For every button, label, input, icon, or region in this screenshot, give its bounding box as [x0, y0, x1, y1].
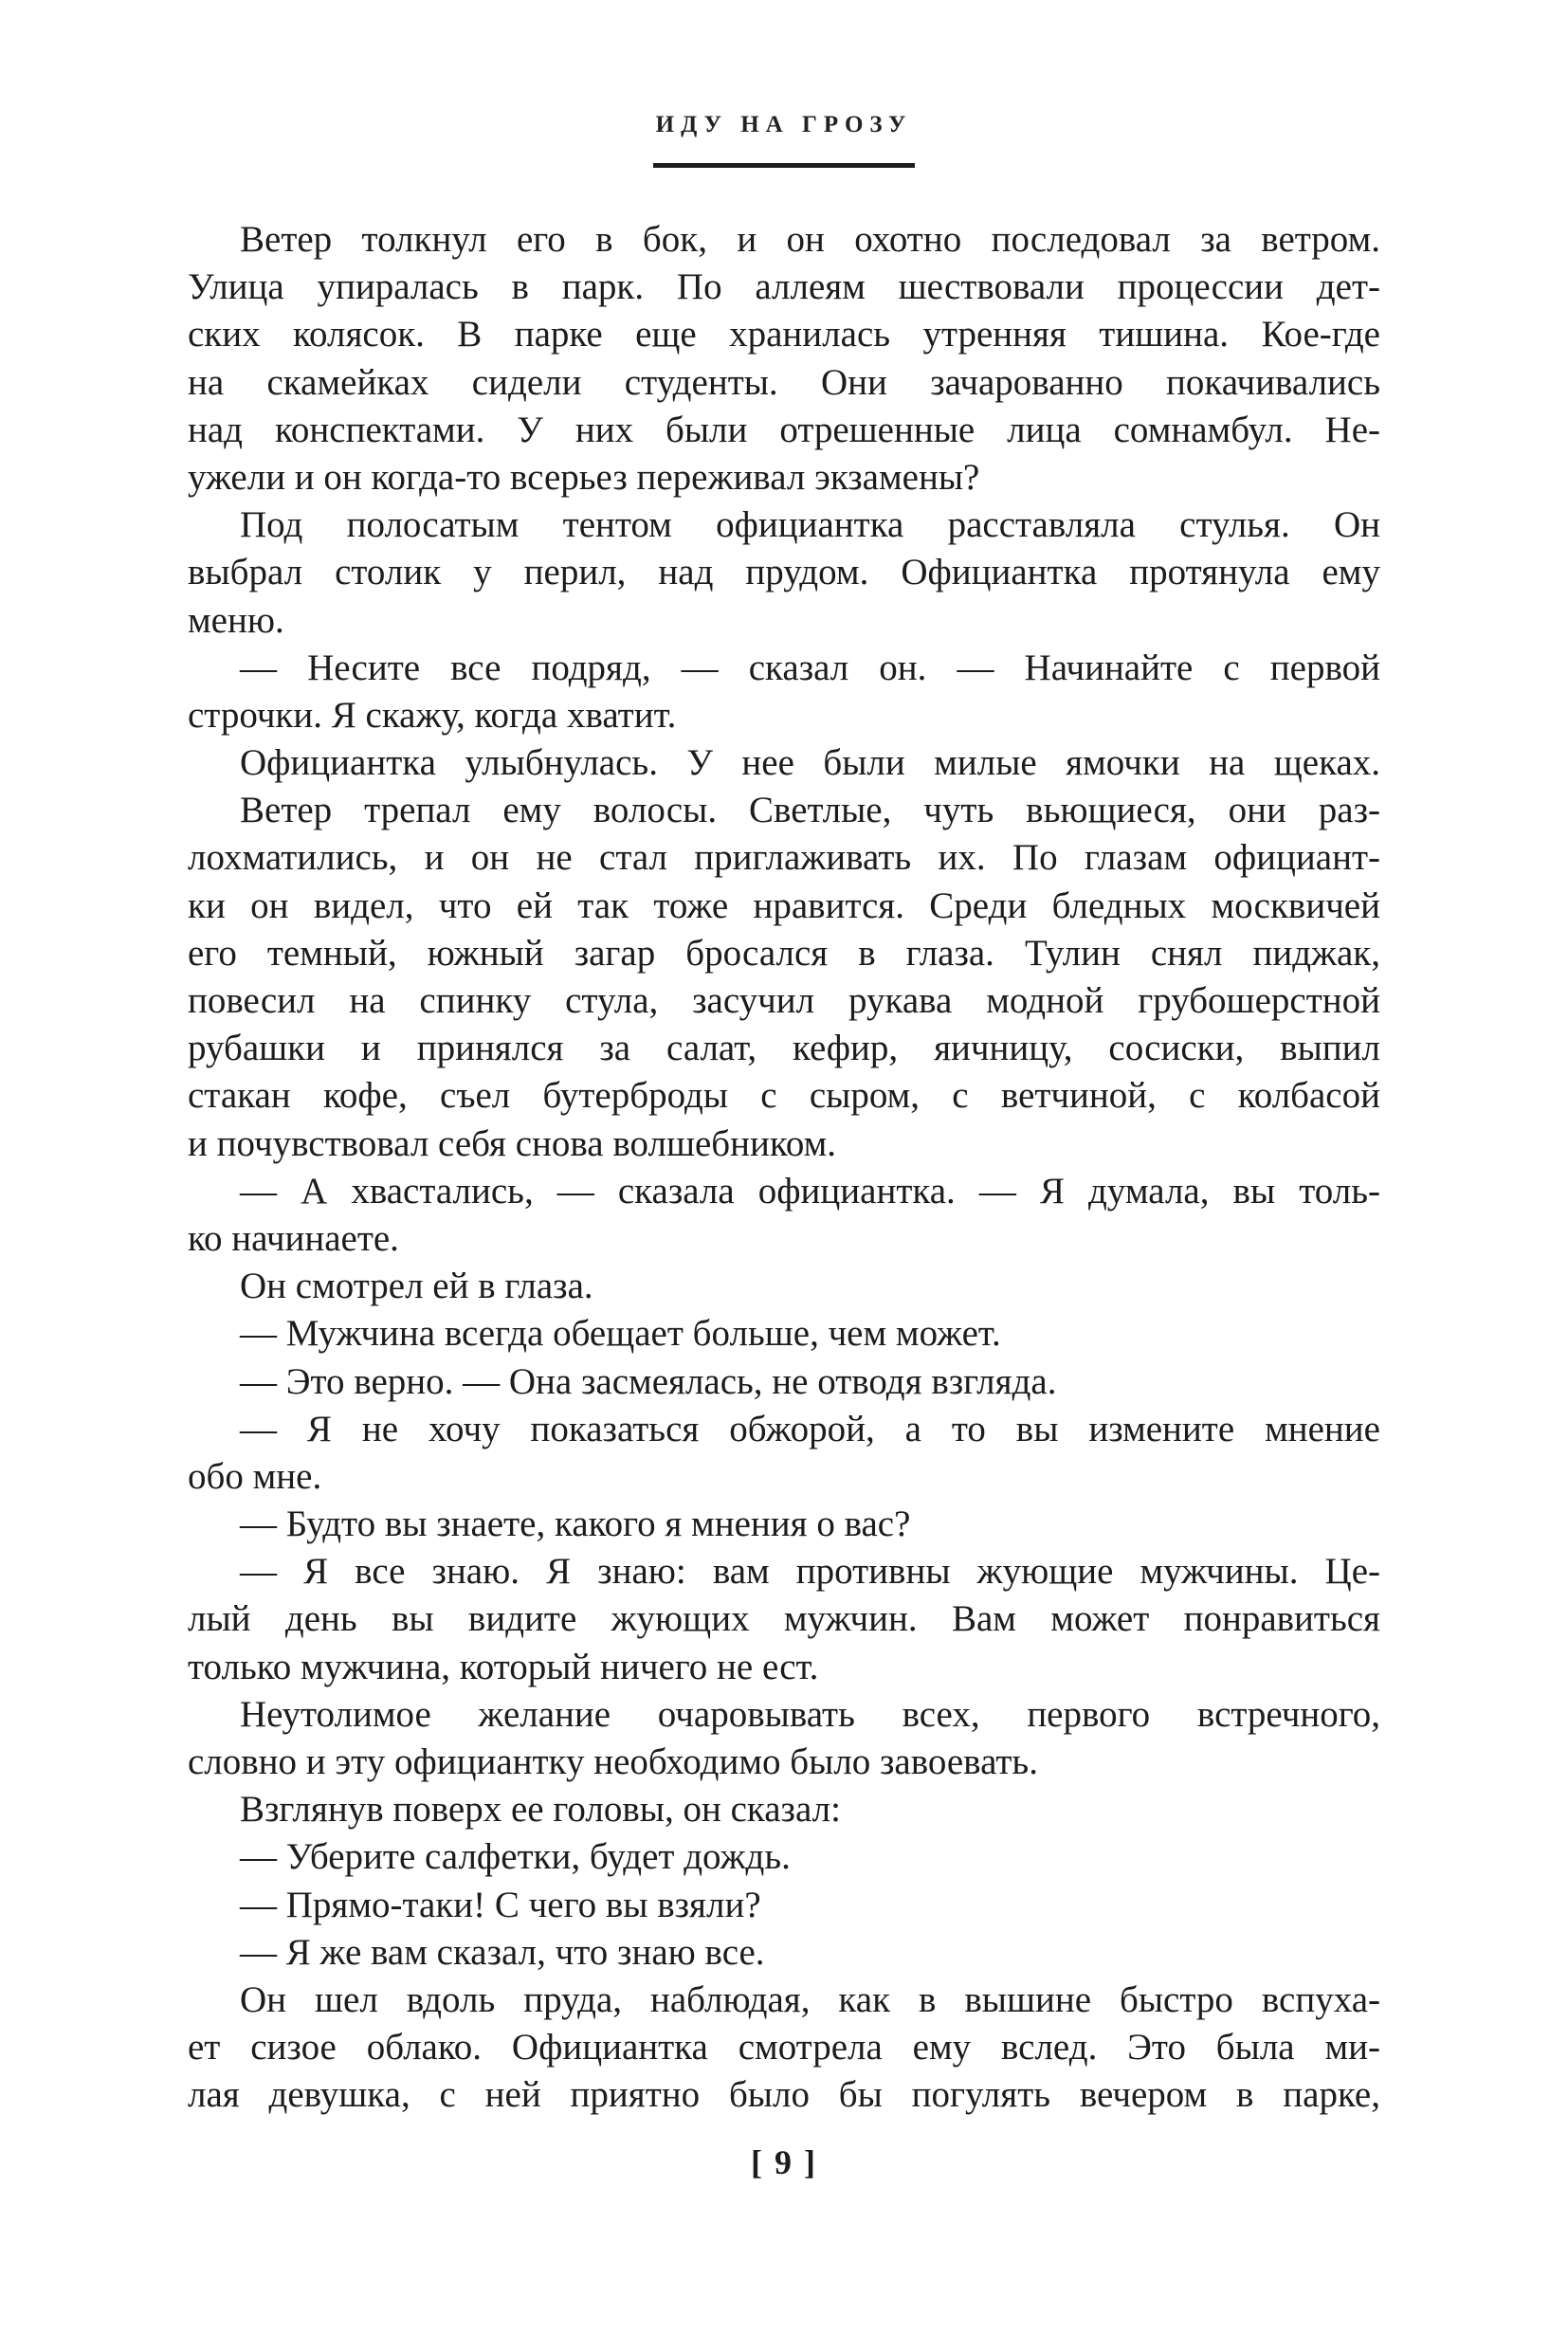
- text-line: ских колясок. В парке еще хранилась утренняя тишина. Кое-где: [188, 314, 1380, 355]
- text-line: Взглянув поверх ее головы, он сказал:: [240, 1789, 841, 1831]
- text-line: повесил на спинку стула, засучил рукава модной грубошерстной: [188, 980, 1380, 1021]
- text-line: Под полосатым тентом официантка расставляла стулья. Он: [240, 504, 1380, 546]
- text-line: ко начинаете.: [188, 1217, 399, 1259]
- running-head: ИДУ НА ГРОЗУ: [655, 112, 913, 137]
- text-line: Он смотрел ей в глаза.: [240, 1266, 593, 1307]
- head-rule: [653, 163, 915, 168]
- text-line: обо мне.: [188, 1455, 322, 1497]
- text-line: рубашки и принялся за салат, кефир, яичницу, сосиски, выпил: [188, 1028, 1380, 1069]
- text-line: словно и эту официантку необходимо было завоевать.: [188, 1741, 1038, 1782]
- text-line: — Я не хочу показаться обжорой, а то вы измените мнение: [240, 1408, 1380, 1449]
- text-line: — Будто вы знаете, какого я мнения о вас?: [240, 1504, 911, 1545]
- text-line: выбрал столик у перил, над прудом. Официантка протянула ему: [188, 552, 1380, 593]
- text-line: ет сизое облако. Официантка смотрела ему вслед. Это была ми-: [188, 2027, 1380, 2069]
- text-line: ки он видел, что ей так тоже нравится. Среди бледных москвичей: [188, 884, 1380, 926]
- text-line: Ветер трепал ему волосы. Светлые, чуть вьющиеся, они раз-: [240, 790, 1380, 831]
- text-line: стакан кофе, съел бутерброды с сыром, с ветчиной, с колбасой: [188, 1075, 1380, 1117]
- text-line: Улица упиралась в парк. По аллеям шествовали процессии дет-: [188, 266, 1380, 308]
- text-line: — Мужчина всегда обещает больше, чем может.: [240, 1313, 1001, 1355]
- page-number: [ 9 ]: [751, 2143, 817, 2181]
- text-line: лый день вы видите жующих мужчин. Вам может понравиться: [188, 1598, 1380, 1640]
- text-line: — Уберите салфетки, будет дождь.: [240, 1836, 791, 1878]
- body-text: [188, 216, 1380, 2120]
- text-line: меню.: [188, 599, 284, 641]
- text-line: строчки. Я скажу, когда хватит.: [188, 694, 677, 736]
- text-line: Официантка улыбнулась. У нее были милые ямочки на щеках.: [240, 742, 1380, 784]
- text-line: и почувствовал себя снова волшебником.: [188, 1122, 837, 1164]
- text-line: лохматились, и он не стал приглаживать их. По глазам официант-: [188, 837, 1380, 879]
- text-line: — Я все знаю. Я знаю: вам противны жующие мужчины. Це-: [240, 1551, 1380, 1593]
- text-line: Он шел вдоль пруда, наблюдая, как в вышине быстро вспуха-: [240, 1978, 1380, 2020]
- text-line: на скамейках сидели студенты. Они зачарованно покачивались: [188, 361, 1380, 403]
- text-line: — А хвастались, — сказала официантка. — Я думала, вы толь-: [240, 1170, 1380, 1212]
- text-line: только мужчина, который ничего не ест.: [188, 1646, 819, 1687]
- text-line: — Я же вам сказал, что знаю все.: [240, 1931, 765, 1973]
- text-line: — Прямо-таки! С чего вы взяли?: [240, 1884, 761, 1925]
- text-line: лая девушка, с ней приятно было бы погулять вечером в парке,: [188, 2074, 1380, 2116]
- text-line: — Это верно. — Она засмеялась, не отводя взгляда.: [240, 1360, 1057, 1402]
- text-line: его темный, южный загар бросался в глаза. Тулин снял пиджак,: [188, 932, 1380, 974]
- text-line: ужели и он когда-то всерьез переживал экзамены?: [188, 456, 980, 498]
- text-line: над конспектами. У них были отрешенные лица сомнамбул. Не-: [188, 409, 1380, 450]
- text-line: Неутолимое желание очаровывать всех, первого встречного,: [240, 1693, 1380, 1735]
- text-line: — Несите все подряд, — сказал он. — Начинайте с первой: [240, 647, 1380, 688]
- text-line: Ветер толкнул его в бок, и он охотно последовал за ветром.: [240, 219, 1380, 260]
